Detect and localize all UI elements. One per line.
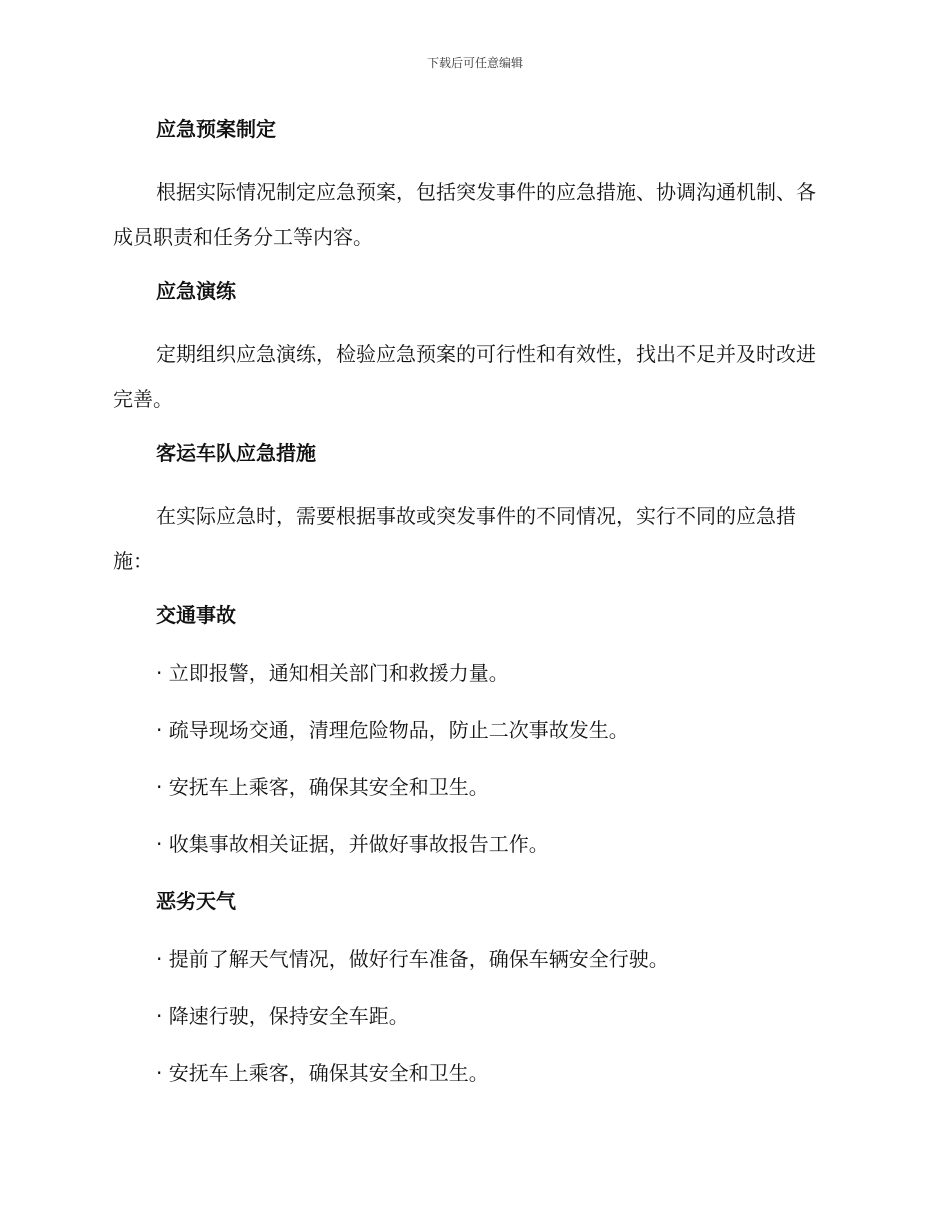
header-note: 下载后可任意编辑 [426,56,523,70]
list-item: · 安抚车上乘客，确保其安全和卫生。 [156,775,489,799]
section-heading-drill: 应急演练 [156,279,236,303]
section-text-plan: 根据实际情况制定应急预案，包括突发事件的应急措施、协调沟通机制、各成员职责和任务分工等内容。 [113,180,816,249]
list-item: · 疏导现场交通，清理危险物品，防止二次事故发生。 [156,718,629,742]
list-item: · 降速行驶，保持安全车距。 [156,1004,409,1028]
document-body [113,112,830,1113]
list-item: · 安抚车上乘客，确保其安全和卫生。 [156,1061,489,1085]
list-item: · 提前了解天气情况，做好行车准备，确保车辆安全行驶。 [156,947,669,971]
section-heading-plan: 应急预案制定 [156,117,276,141]
section-text-measures: 在实际应急时，需要根据事故或突发事件的不同情况，实行不同的应急措施： [113,504,796,573]
list-item: · 立即报警，通知相关部门和救援力量。 [156,661,509,685]
section-heading-traffic: 交通事故 [156,603,236,627]
section-text-drill: 定期组织应急演练，检验应急预案的可行性和有效性，找出不足并及时改进完善。 [113,342,816,411]
section-heading-measures: 客运车队应急措施 [156,441,316,465]
list-item: · 收集事故相关证据，并做好事故报告工作。 [156,832,549,856]
section-heading-weather: 恶劣天气 [156,889,236,913]
